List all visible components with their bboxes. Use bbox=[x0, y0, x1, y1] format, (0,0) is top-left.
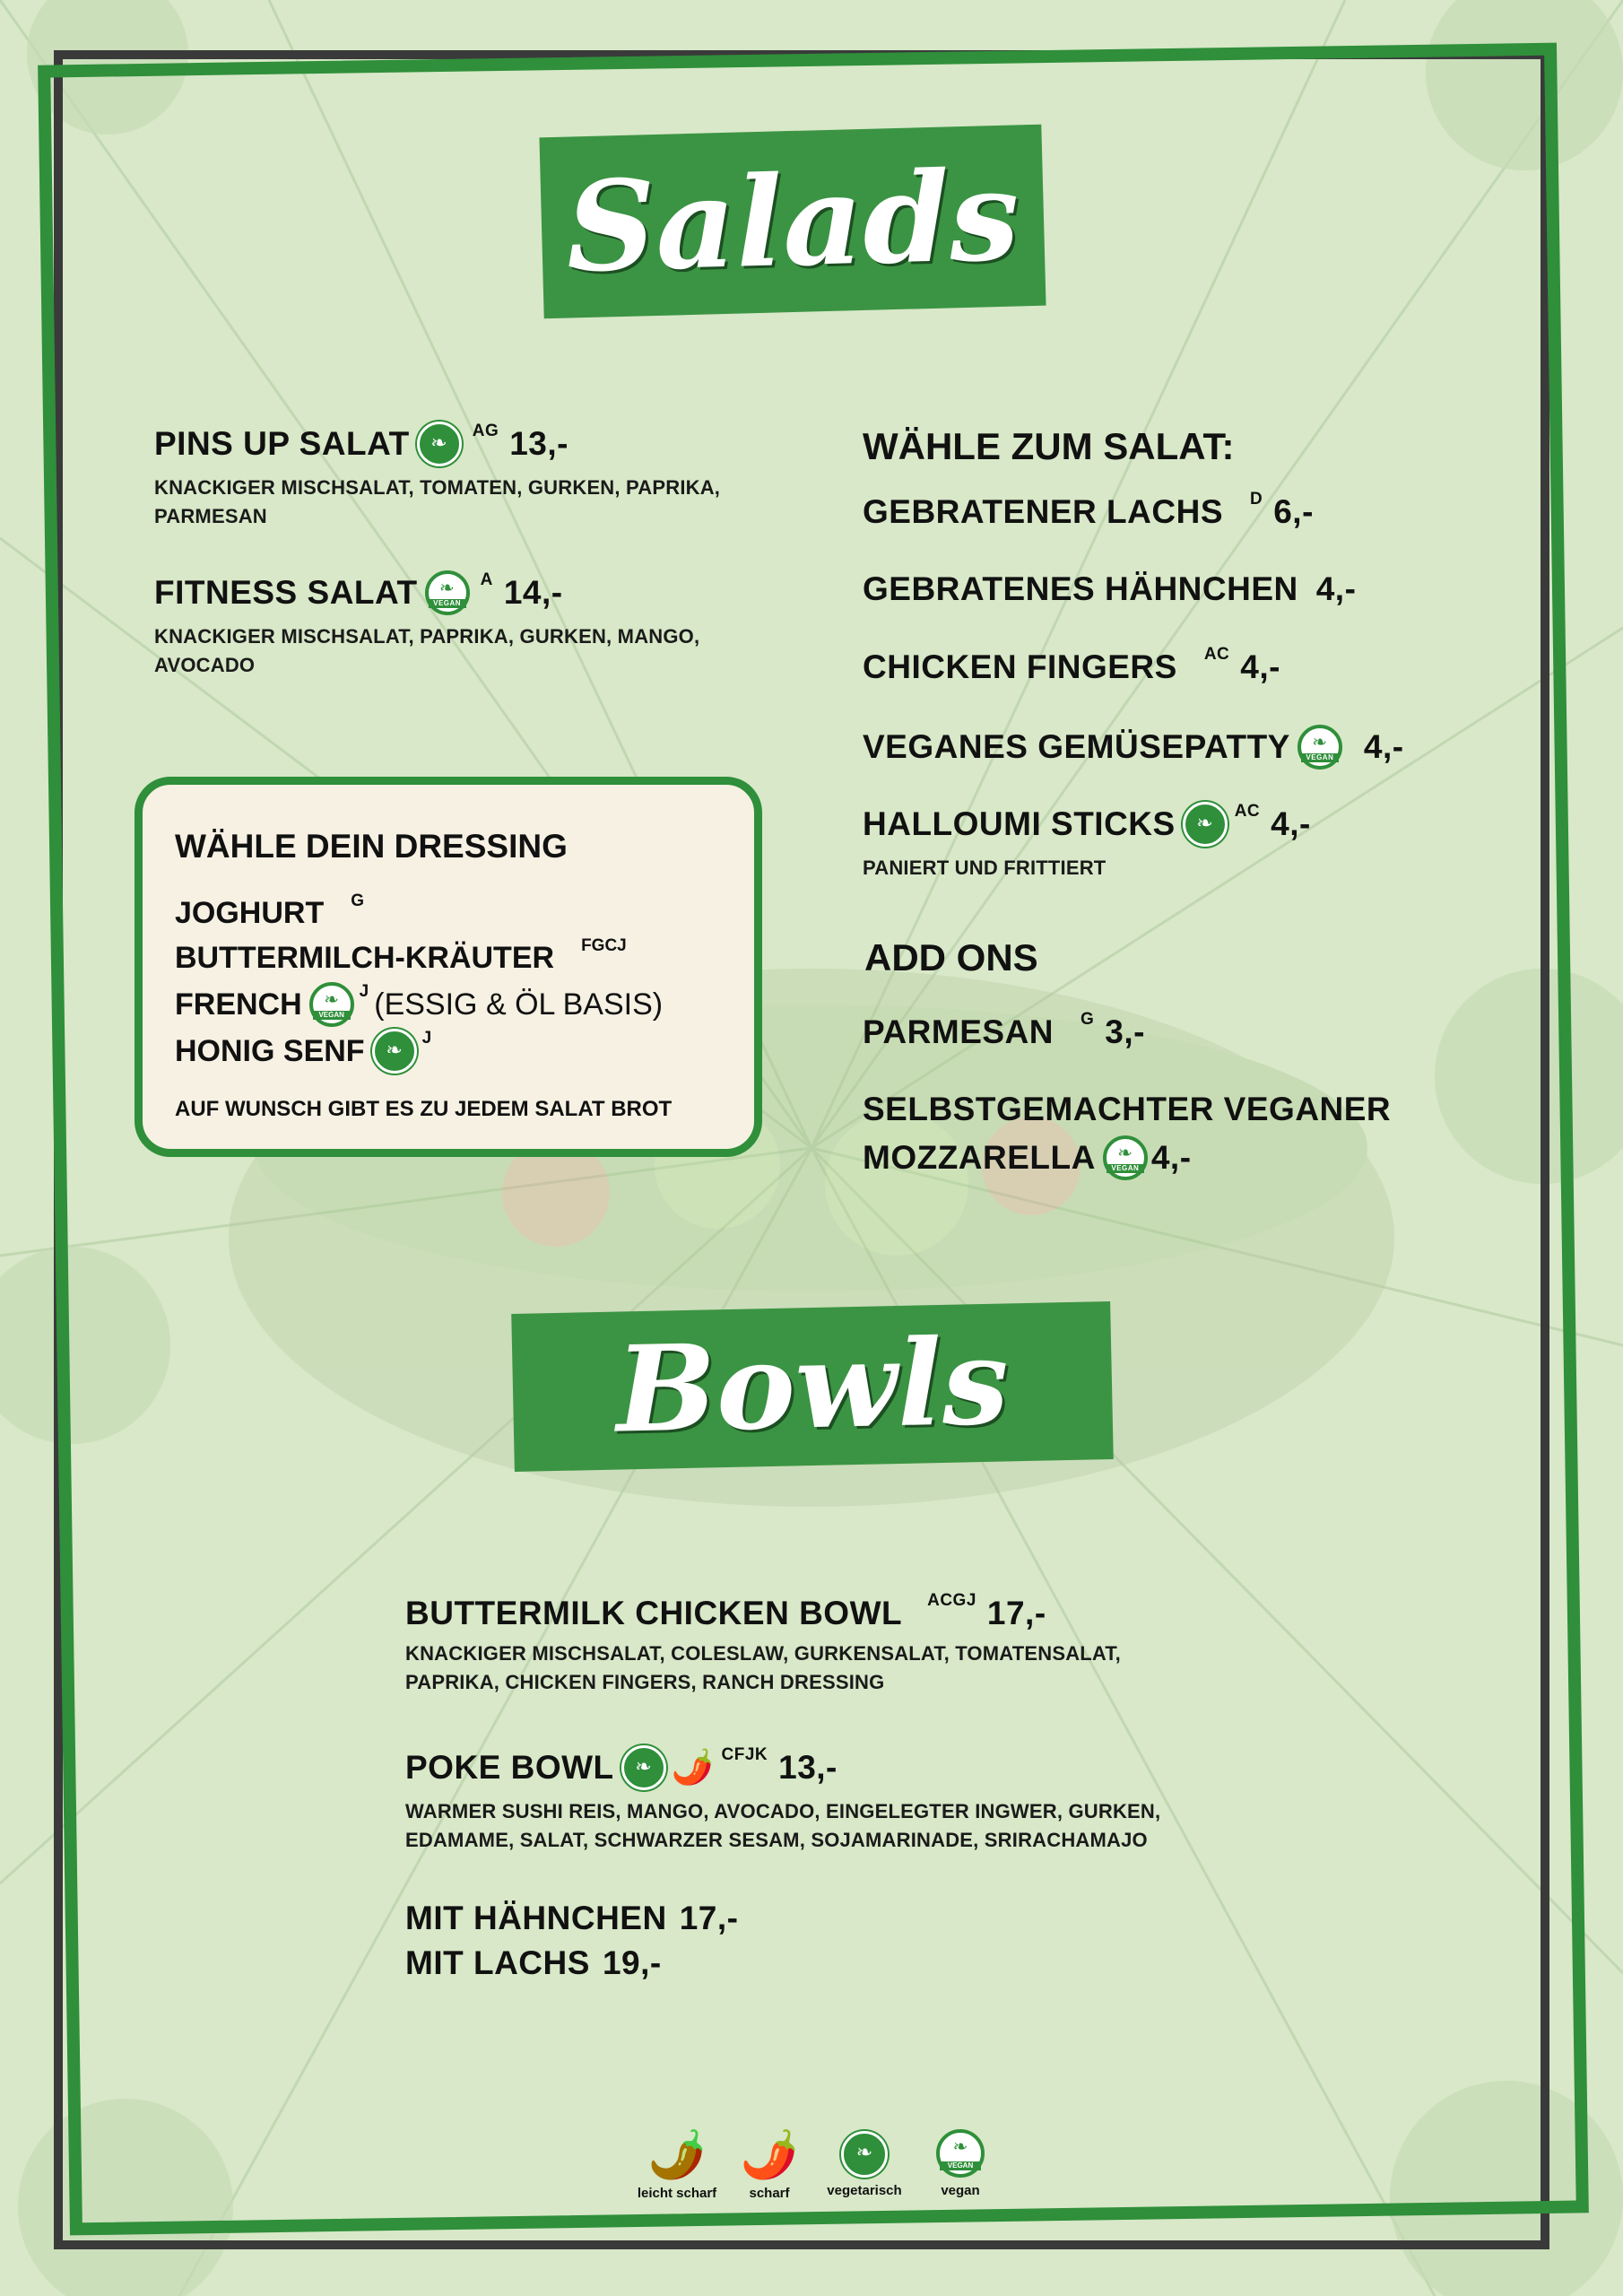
bowl-item-buttermilk-chicken bbox=[405, 1591, 1212, 1697]
item-price: 6,- bbox=[1273, 493, 1314, 530]
legend-hot bbox=[720, 2127, 819, 2201]
item-name-line2: MOZZARELLA bbox=[863, 1139, 1096, 1176]
item-price: 13,- bbox=[778, 1749, 838, 1786]
legend-vegetarian bbox=[815, 2127, 914, 2198]
dressing-name: BUTTERMILCH-KRÄUTER bbox=[175, 941, 555, 975]
vegetarian-icon bbox=[841, 2131, 888, 2178]
allergen-codes: J bbox=[421, 1029, 432, 1048]
legend-mild bbox=[628, 2127, 726, 2201]
allergen-codes: AC bbox=[1234, 802, 1261, 821]
item-price: 4,- bbox=[1315, 570, 1357, 607]
addons-title: ADD ONS bbox=[864, 936, 1038, 978]
legend-label: scharf bbox=[749, 2186, 790, 2201]
item-description: WARMER SUSHI REIS, MANGO, AVOCADO, EINGELEGTER INGWER, GURKEN, EDAMAME, SALAT, SCHWARZER SESAM, SOJAMARINADE, SRIRACHAMAJO bbox=[405, 1800, 1161, 1851]
mild-chili-icon: 🌶️ bbox=[671, 1749, 715, 1787]
item-name: POKE BOWL bbox=[405, 1749, 614, 1786]
legend-vegan bbox=[911, 2127, 1010, 2198]
option-price: 19,- bbox=[602, 1944, 662, 1981]
item-name: FITNESS SALAT bbox=[154, 574, 418, 611]
vegetarian-icon bbox=[372, 1029, 417, 1074]
legend-label: vegetarisch bbox=[827, 2183, 902, 2198]
dressing-option bbox=[175, 982, 663, 1027]
item-price: 3,- bbox=[1105, 1013, 1145, 1050]
mild-chili-icon: 🌶️ bbox=[647, 2129, 707, 2181]
item-name: GEBRATENES HÄHNCHEN bbox=[863, 570, 1298, 607]
allergen-codes: FGCJ bbox=[581, 935, 627, 955]
allergen-codes: G bbox=[351, 891, 365, 910]
extras-title: WÄHLE ZUM SALAT: bbox=[863, 425, 1235, 467]
dressing-option bbox=[175, 1029, 442, 1074]
allergen-codes: J bbox=[359, 982, 369, 1001]
item-description: KNACKIGER MISCHSALAT, PAPRIKA, GURKEN, MANGO, AVOCADO bbox=[154, 625, 700, 676]
option-price: 17,- bbox=[679, 1900, 739, 1936]
allergen-codes: AC bbox=[1203, 645, 1230, 664]
item-name: CHICKEN FINGERS bbox=[863, 648, 1177, 685]
item-price: 4,- bbox=[1271, 805, 1311, 842]
allergen-codes: ACGJ bbox=[927, 1591, 976, 1610]
vegetarian-icon bbox=[1183, 802, 1228, 847]
extra-item bbox=[863, 725, 1404, 770]
item-price: 13,- bbox=[509, 425, 568, 462]
addon-item bbox=[863, 1010, 1145, 1051]
item-description: KNACKIGER MISCHSALAT, COLESLAW, GURKENSALAT, TOMATENSALAT, PAPRIKA, CHICKEN FINGERS, RANCH DRESSING bbox=[405, 1642, 1121, 1693]
item-name: PINS UP SALAT bbox=[154, 425, 410, 462]
item-description: KNACKIGER MISCHSALAT, TOMATEN, GURKEN, PAPRIKA, PARMESAN bbox=[154, 476, 721, 527]
vegetarian-icon bbox=[621, 1745, 666, 1790]
bowl-option bbox=[405, 1900, 738, 1937]
allergen-codes: CFJK bbox=[721, 1745, 768, 1764]
extra-item bbox=[863, 570, 1356, 608]
vegetarian-icon bbox=[417, 422, 462, 466]
item-price: 17,- bbox=[986, 1595, 1046, 1631]
dressing-name: JOGHURT bbox=[175, 896, 325, 930]
item-price: 14,- bbox=[503, 574, 563, 611]
option-name: MIT LACHS bbox=[405, 1944, 590, 1981]
item-name: GEBRATENER LACHS bbox=[863, 493, 1223, 530]
bowls-banner: Bowls bbox=[511, 1301, 1114, 1472]
bowl-item-poke bbox=[405, 1745, 1176, 1855]
allergen-codes: AG bbox=[472, 422, 499, 440]
item-name: PARMESAN bbox=[863, 1013, 1054, 1050]
bread-note: AUF WUNSCH GIBT ES ZU JEDEM SALAT BROT bbox=[175, 1097, 673, 1121]
salads-banner: Salads bbox=[539, 125, 1046, 319]
vegan-icon bbox=[1103, 1135, 1148, 1180]
item-name: BUTTERMILK CHICKEN BOWL bbox=[405, 1595, 903, 1631]
vegan-icon bbox=[309, 982, 354, 1027]
dressing-option bbox=[175, 935, 638, 976]
option-name: MIT HÄHNCHEN bbox=[405, 1900, 667, 1936]
item-name-line1: SELBSTGEMACHTER VEGANER bbox=[863, 1091, 1392, 1127]
dressing-box bbox=[135, 777, 762, 1157]
hot-chili-icon: 🌶️ bbox=[740, 2129, 799, 2181]
item-description: PANIERT UND FRITTIERT bbox=[863, 857, 1107, 879]
vegan-icon bbox=[936, 2129, 985, 2178]
item-name: VEGANES GEMÜSEPATTY bbox=[863, 728, 1290, 765]
dressing-name: FRENCH bbox=[175, 987, 302, 1022]
item-name: HALLOUMI STICKS bbox=[863, 805, 1176, 842]
dressing-note: (ESSIG & ÖL BASIS) bbox=[374, 987, 664, 1022]
item-price: 4,- bbox=[1150, 1139, 1192, 1176]
legend-label: vegan bbox=[941, 2183, 980, 2198]
salad-item-pins-up bbox=[154, 422, 782, 531]
dressing-title: WÄHLE DEIN DRESSING bbox=[175, 828, 568, 865]
vegan-icon bbox=[425, 570, 470, 615]
allergen-codes: A bbox=[480, 570, 493, 589]
dressing-name: HONIG SENF bbox=[175, 1033, 365, 1068]
extra-item bbox=[863, 490, 1314, 531]
allergen-codes: D bbox=[1250, 490, 1263, 509]
extra-item bbox=[863, 802, 1311, 883]
item-price: 4,- bbox=[1240, 648, 1280, 685]
addon-item bbox=[863, 1091, 1623, 1180]
dressing-option bbox=[175, 891, 375, 931]
legend-label: leicht scharf bbox=[637, 2186, 717, 2201]
vegan-icon bbox=[1298, 725, 1342, 770]
allergen-codes: G bbox=[1081, 1010, 1095, 1029]
item-price: 4,- bbox=[1363, 728, 1404, 765]
salad-item-fitness bbox=[154, 570, 782, 680]
extra-item bbox=[863, 645, 1280, 686]
bowl-option bbox=[405, 1944, 662, 1982]
